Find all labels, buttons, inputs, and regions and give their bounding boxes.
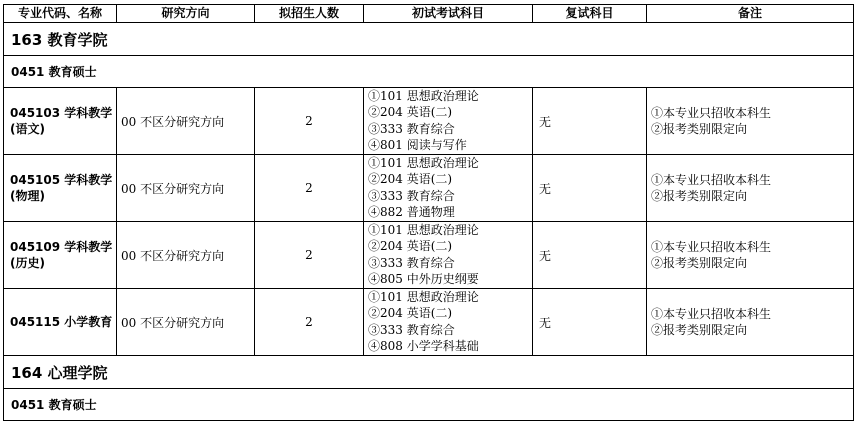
college-title: 163 教育学院 — [4, 23, 854, 56]
exam-subject: ④808 小学学科基础 — [368, 339, 479, 354]
college-title: 164 心理学院 — [4, 356, 854, 389]
research-direction: 00 不区分研究方向 — [117, 155, 255, 222]
research-direction: 00 不区分研究方向 — [117, 222, 255, 289]
retest-subject: 无 — [533, 88, 647, 155]
header-row — [4, 5, 854, 23]
major-code-subject: (物理) — [10, 189, 45, 203]
table-row — [4, 88, 854, 155]
quota: 2 — [255, 289, 364, 356]
exam-subject: ③333 教育综合 — [368, 188, 455, 203]
exam-subject: ②204 英语(二) — [368, 105, 453, 120]
quota: 2 — [255, 88, 364, 155]
retest-subject: 无 — [533, 155, 647, 222]
major-code-subject: (语文) — [10, 122, 45, 136]
college-row — [4, 356, 854, 389]
research-direction: 00 不区分研究方向 — [117, 289, 255, 356]
header-notes: 备注 — [647, 5, 854, 23]
note-line: ①本专业只招收本科生 — [651, 106, 772, 120]
exam-subjects — [364, 289, 533, 356]
degree-row — [4, 389, 854, 421]
header-initial-exam: 初试考试科目 — [364, 5, 533, 23]
major-code-line: 045115 小学教育 — [10, 315, 113, 329]
quota: 2 — [255, 222, 364, 289]
note-line: ②报考类别限定向 — [651, 256, 748, 270]
note-line: ①本专业只招收本科生 — [651, 307, 772, 321]
notes — [647, 155, 854, 222]
header-retest: 复试科目 — [533, 5, 647, 23]
major-code — [4, 222, 117, 289]
exam-subject: ②204 英语(二) — [368, 306, 453, 321]
degree-title: 0451 教育硕士 — [4, 389, 854, 421]
research-direction: 00 不区分研究方向 — [117, 88, 255, 155]
major-code-line: 045103 学科教学 — [10, 106, 113, 120]
header-quota: 拟招生人数 — [255, 5, 364, 23]
exam-subject: ④882 普通物理 — [368, 205, 455, 220]
exam-subject: ①101 思想政治理论 — [368, 290, 479, 304]
note-line: ②报考类别限定向 — [651, 189, 748, 203]
degree-title: 0451 教育硕士 — [4, 56, 854, 88]
exam-subject: ①101 思想政治理论 — [368, 223, 479, 237]
note-line: ②报考类别限定向 — [651, 323, 748, 337]
exam-subject: ②204 英语(二) — [368, 172, 453, 187]
exam-subjects — [364, 222, 533, 289]
degree-row — [4, 56, 854, 88]
retest-subject: 无 — [533, 289, 647, 356]
major-code-line: 045105 学科教学 — [10, 173, 113, 187]
header-major-code: 专业代码、名称 — [4, 5, 117, 23]
notes — [647, 289, 854, 356]
major-code-subject: (历史) — [10, 256, 45, 270]
college-row — [4, 23, 854, 56]
exam-subject: ④805 中外历史纲要 — [368, 272, 479, 287]
table-row — [4, 155, 854, 222]
exam-subjects — [364, 88, 533, 155]
notes — [647, 88, 854, 155]
major-code — [4, 88, 117, 155]
exam-subject: ④801 阅读与写作 — [368, 138, 467, 153]
notes — [647, 222, 854, 289]
table-row — [4, 289, 854, 356]
major-code-line: 045109 学科教学 — [10, 240, 113, 254]
exam-subject: ③333 教育综合 — [368, 121, 455, 136]
exam-subject: ②204 英语(二) — [368, 239, 453, 254]
major-code — [4, 289, 117, 356]
exam-subject: ③333 教育综合 — [368, 255, 455, 270]
admissions-table — [3, 4, 854, 421]
exam-subject: ①101 思想政治理论 — [368, 156, 479, 170]
exam-subjects — [364, 155, 533, 222]
exam-subject: ③333 教育综合 — [368, 322, 455, 337]
header-research-direction: 研究方向 — [117, 5, 255, 23]
retest-subject: 无 — [533, 222, 647, 289]
note-line: ①本专业只招收本科生 — [651, 173, 772, 187]
note-line: ②报考类别限定向 — [651, 122, 748, 136]
table-row — [4, 222, 854, 289]
major-code — [4, 155, 117, 222]
note-line: ①本专业只招收本科生 — [651, 240, 772, 254]
exam-subject: ①101 思想政治理论 — [368, 89, 479, 103]
quota: 2 — [255, 155, 364, 222]
